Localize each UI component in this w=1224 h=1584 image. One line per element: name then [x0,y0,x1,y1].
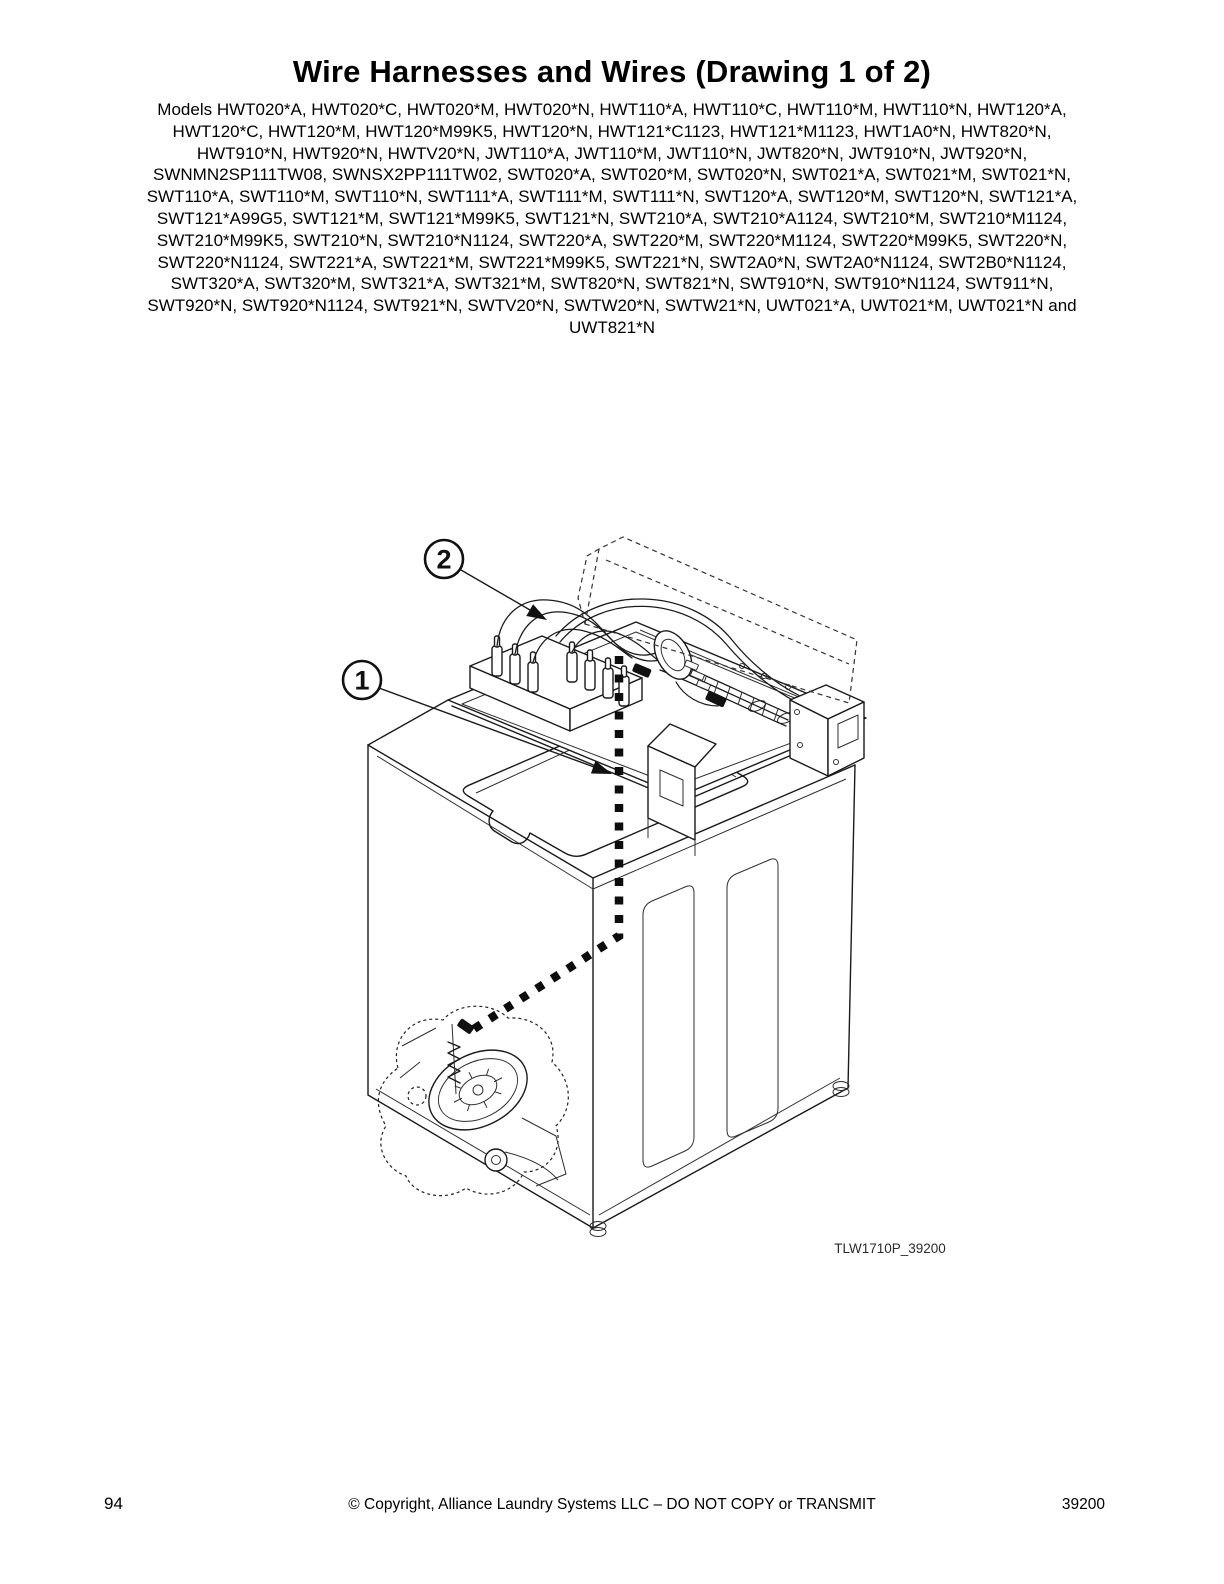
page-number: 94 [104,1494,123,1513]
callout-2-arrowhead [526,604,547,620]
model-list-line: SWT220*N1124, SWT221*A, SWT221*M, SWT221*M99K5, SWT221*N, SWT2A0*N, SWT2A0*N1124, SWT2B0*N1124, [157,252,1067,272]
page-title: Wire Harnesses and Wires (Drawing 1 of 2) [292,54,932,89]
control-board [790,685,864,776]
document-number: 39200 [1061,1496,1105,1513]
copyright-notice: © Copyright, Alliance Laundry Systems LLC – DO NOT COPY or TRANSMIT [348,1496,876,1513]
drawing-code-label: TLW1710P_39200 [834,1241,946,1256]
callout-2-number: 2 [436,544,452,575]
model-list-line: SWT320*A, SWT320*M, SWT321*A, SWT321*M, SWT820*N, SWT821*N, SWT910*N, SWT910*N1124, SWT911*N, [170,274,1054,294]
callout-1-number: 1 [354,665,370,696]
model-list-line: HWT120*C, HWT120*M, HWT120*M99K5, HWT120*N, HWT121*C1123, HWT121*M1123, HWT1A0*N, HWT820*N, [172,121,1052,141]
model-list-line: SWT121*A99G5, SWT121*M, SWT121*M99K5, SWT121*N, SWT210*A, SWT210*A1124, SWT210*M, SWT210*M1124, [156,208,1068,228]
model-list-line: Models HWT020*A, HWT020*C, HWT020*M, HWT020*N, HWT110*A, HWT110*C, HWT110*M, HWT110*N, HWT120*A, [157,100,1067,119]
page-footer [0,1494,1224,1524]
callout-2 [425,540,547,620]
model-list-line: SWT210*M99K5, SWT210*N, SWT210*N1124, SWT220*A, SWT220*M, SWT220*M1124, SWT220*M99K5, SWT220*N, [156,230,1068,250]
model-list-line: SWT920*N, SWT920*N1124, SWT921*N, SWTV20*N, SWTW20*N, SWTW21*N, UWT021*A, UWT021*M, UWT021*N and [147,296,1077,316]
model-list-line: SWT110*A, SWT110*M, SWT110*N, SWT111*A, SWT111*M, SWT111*N, SWT120*A, SWT120*M, SWT120*N, SWT121*A, [146,187,1078,207]
model-list-line: UWT821*N [569,317,655,337]
model-list-line: SWNMN2SP111TW08, SWNSX2PP111TW02, SWT020*A, SWT020*M, SWT020*N, SWT021*A, SWT021*M, SWT021*N, [153,165,1071,185]
model-list-line: HWT910*N, HWT920*N, HWTV20*N, JWT110*A, JWT110*M, JWT110*N, JWT820*N, JWT910*N, JWT920*N, [196,143,1028,163]
